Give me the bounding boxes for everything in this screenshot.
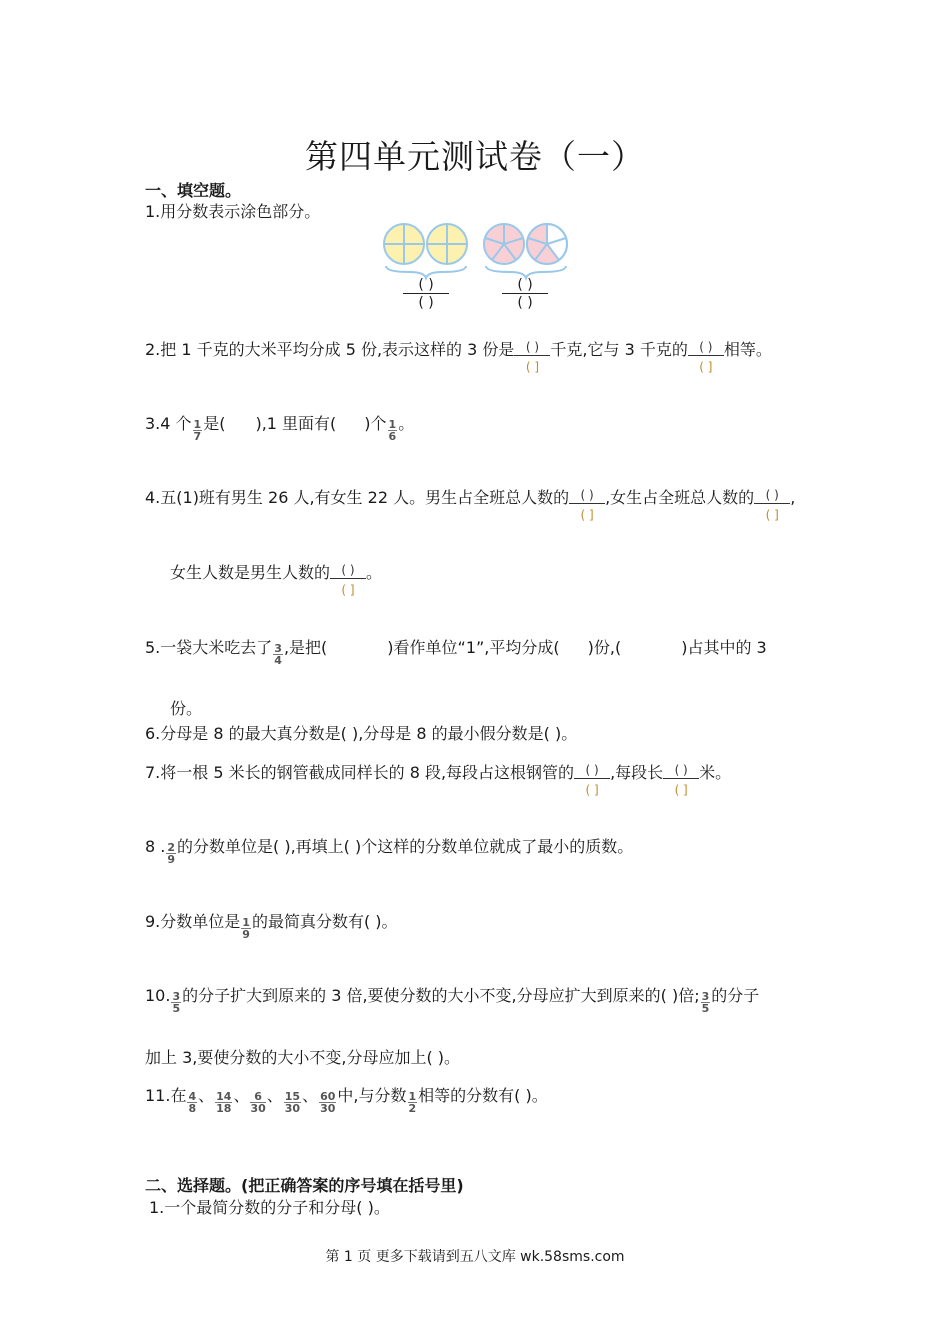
q5-text-e: )占其中的 3 (681, 638, 767, 657)
q9-text-b: 的最简真分数有( )。 (251, 912, 398, 931)
blank-top: ( ) (330, 562, 366, 579)
blank-top: ( ) (754, 487, 790, 504)
denominator: 8 (188, 1102, 197, 1115)
q7-text-b: ,每段长 (610, 763, 664, 782)
page-title: 第四单元测试卷（一） (305, 137, 645, 176)
q7-text-a: 7.将一根 5 米长的钢管截成同样长的 8 段,每段占这根钢管的 (145, 763, 575, 782)
question-5-line-2: 份。 (170, 699, 203, 718)
denominator: 5 (701, 1002, 710, 1015)
q4-text-b: ,女生占全班总人数的 (605, 488, 755, 507)
blank-top: ( ) (663, 762, 699, 779)
blank-bottom: ( ] (580, 508, 594, 522)
q1-right-numerator: ( ) (502, 277, 548, 294)
q1-answer-left[interactable] (403, 277, 449, 312)
question-5 (145, 637, 767, 667)
section-2-heading: 二、选择题。(把正确答案的序号填在括号里) (145, 1176, 464, 1195)
q2-blank-1[interactable] (514, 339, 550, 376)
page-footer: 第 1 页 更多下载请到五八文库 wk.58sms.com (325, 1249, 625, 1265)
blank-top: ( ) (688, 339, 724, 356)
fraction-1-6 (388, 419, 398, 442)
q5-text-b: ,是把( (283, 638, 328, 657)
q7-blank-1[interactable] (574, 762, 610, 799)
question-7 (145, 762, 731, 799)
q1-right-denominator: ( ) (517, 295, 533, 311)
q2-text-c: 相等。 (723, 340, 772, 359)
question-9 (145, 911, 398, 941)
q4-text-e: 。 (366, 563, 383, 582)
q2-text-b: 千克,它与 3 千克的 (550, 340, 688, 359)
q1-left-numerator: ( ) (403, 277, 449, 294)
blank-bottom: ( ] (765, 508, 779, 522)
q4-blank-2[interactable] (754, 487, 790, 524)
denominator: 18 (216, 1102, 232, 1115)
q11-separator: 、 (302, 1086, 319, 1105)
numerator: 3 (172, 990, 181, 1003)
blank-bottom: ( ] (674, 783, 688, 797)
denominator: 4 (274, 654, 282, 667)
question-4 (145, 487, 795, 524)
q11-text-a: 11.在 (145, 1086, 187, 1105)
fraction-3-4 (273, 643, 283, 666)
numerator: 1 (242, 916, 250, 929)
q11-separator: 、 (198, 1086, 215, 1105)
q11-text-c: 相等的分数有( )。 (418, 1086, 548, 1105)
denominator: 5 (172, 1002, 181, 1015)
question-8 (145, 836, 634, 866)
q5-text-d: )份,( (587, 638, 622, 657)
q4-blank-3[interactable] (330, 562, 366, 599)
q4-blank-1[interactable] (569, 487, 605, 524)
s2-question-1: 1.一个最简分数的分子和分母( )。 (149, 1198, 390, 1217)
blank-bottom: ( ] (585, 783, 599, 797)
q3-text-d: )个 (364, 414, 387, 433)
question-10 (145, 985, 760, 1015)
denominator: 6 (388, 430, 397, 443)
fraction-1-2 (408, 1091, 418, 1114)
q11-fraction-item (284, 1091, 301, 1114)
q2-text-a: 2.把 1 千克的大米平均分成 5 份,表示这样的 3 份是 (145, 340, 515, 359)
numerator: 4 (188, 1090, 197, 1103)
numerator: 1 (408, 1090, 417, 1103)
blank-bottom: ( ] (699, 360, 713, 374)
question-1: 1.用分数表示涂色部分。 (145, 202, 321, 221)
q11-text-b: 中,与分数 (337, 1086, 407, 1105)
q3-text-b: 是( (203, 414, 226, 433)
blank-top: ( ) (574, 762, 610, 779)
quartered-circle-left-2 (427, 224, 467, 264)
q11-fraction-item (250, 1091, 265, 1114)
numerator: 14 (216, 1090, 232, 1103)
numerator: 15 (284, 1090, 301, 1103)
question-4-line-2 (170, 562, 382, 599)
q3-text-e: 。 (398, 414, 415, 433)
numerator: 1 (388, 418, 397, 431)
blank-top: ( ) (514, 339, 550, 356)
q7-text-c: 米。 (699, 763, 732, 782)
question-10-line-2: 加上 3,要使分数的大小不变,分母应加上( )。 (145, 1048, 461, 1067)
numerator: 60 (320, 1090, 336, 1103)
fraction-1-7 (193, 419, 203, 442)
fraction-1-9 (241, 917, 251, 940)
numerator: 1 (193, 418, 202, 431)
blank-top: ( ) (569, 487, 605, 504)
q8-text-b: 的分数单位是( ),再填上( )个这样的分数单位就成了最小的质数。 (177, 837, 634, 856)
denominator: 9 (167, 853, 176, 866)
q5-text-c: )看作单位“1”,平均分成( (387, 638, 560, 657)
fifths-circle-right-1 (484, 224, 524, 264)
q4-text-d: 女生人数是男生人数的 (170, 563, 331, 582)
q9-text-a: 9.分数单位是 (145, 912, 241, 931)
q3-text-a: 3.4 个 (145, 414, 192, 433)
question-3 (145, 413, 415, 443)
denominator: 30 (250, 1102, 266, 1115)
denominator: 30 (320, 1102, 336, 1115)
question-2 (145, 339, 772, 376)
q2-blank-2[interactable] (688, 339, 724, 376)
denominator: 30 (284, 1102, 301, 1115)
fraction-3-5-b (701, 991, 711, 1014)
fraction-2-9 (166, 842, 176, 865)
q11-separator: 、 (233, 1086, 250, 1105)
q8-text-a: 8 . (145, 837, 166, 856)
fraction-3-5 (171, 991, 181, 1014)
q11-fraction-item (187, 1091, 197, 1114)
numerator: 6 (250, 1091, 265, 1103)
q11-fraction-item (215, 1091, 232, 1114)
q11-fraction-item (319, 1091, 336, 1114)
fifths-circle-right-2 (527, 224, 567, 264)
q11-separator: 、 (266, 1086, 283, 1105)
question-6: 6.分母是 8 的最大真分数是( ),分母是 8 的最小假分数是( )。 (145, 724, 578, 743)
blank-bottom: ( ] (525, 360, 540, 374)
section-1-heading: 一、填空题。 (145, 181, 242, 200)
denominator: 9 (242, 928, 250, 941)
q4-text-a: 4.五(1)班有男生 26 人,有女生 22 人。男生占全班总人数的 (145, 488, 570, 507)
numerator: 3 (701, 990, 710, 1003)
q7-blank-2[interactable] (663, 762, 699, 799)
q4-text-c: , (790, 488, 796, 507)
numerator: 2 (167, 841, 176, 854)
q10-text-b: 的分子扩大到原来的 3 倍,要使分数的大小不变,分母应扩大到原来的( )倍; (182, 986, 700, 1005)
q10-text-a: 10. (145, 986, 171, 1005)
q3-text-c: ),1 里面有( (255, 414, 337, 433)
q1-answer-right[interactable] (502, 277, 548, 312)
q11-fraction-list (186, 1086, 337, 1115)
numerator: 3 (274, 642, 282, 655)
denominator: 7 (193, 430, 202, 443)
quartered-circle-left-1 (384, 224, 424, 264)
q1-left-denominator: ( ) (418, 295, 434, 311)
q5-text-a: 5.一袋大米吃去了 (145, 638, 273, 657)
denominator: 2 (408, 1102, 417, 1115)
question-11 (145, 1085, 548, 1115)
q10-text-c: 的分子 (711, 986, 760, 1005)
blank-bottom: ( ] (341, 583, 355, 597)
